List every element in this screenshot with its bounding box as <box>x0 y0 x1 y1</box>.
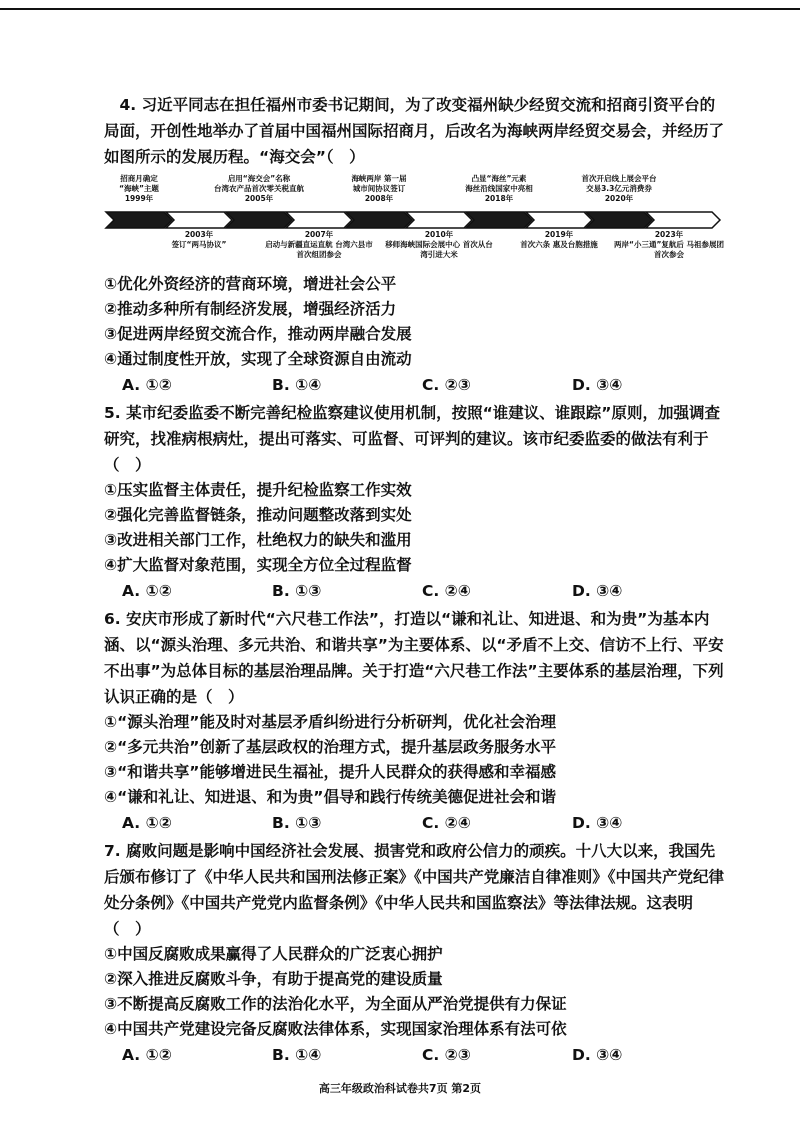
question-5-choice-c[interactable]: C. ②④ <box>422 582 471 600</box>
question-5 <box>104 400 724 604</box>
question-4-choice-b[interactable]: B. ①④ <box>272 376 322 394</box>
question-5-statement-3: ③改进相关部门工作，杜绝权力的缺失和滥用 <box>104 531 412 549</box>
question-7-statement-3: ③不断提高反腐败工作的法治化水平，为全面从严治党提供有力保证 <box>104 995 567 1013</box>
question-7-choice-c[interactable]: C. ②③ <box>422 1046 471 1064</box>
question-4-choice-d[interactable]: D. ③④ <box>572 376 623 394</box>
timeline-segment-2018 <box>466 212 532 228</box>
question-7-choice-b[interactable]: B. ①④ <box>272 1046 322 1064</box>
question-4-statement-3: ③促进两岸经贸交流合作，推动两岸融合发展 <box>104 325 412 343</box>
question-4 <box>104 92 724 398</box>
timeline-top-2005: 启用“海交会”名称 台湾农产品首次零关税直航 2005年 <box>214 174 304 203</box>
question-7-stem: 7. 腐败问题是影响中国经济社会发展、损害党和政府公信力的顽疾。十八大以来，我国先后颁布修订了《中华人民共和国刑法修正案》《中国共产党廉洁自律准则》《中国共产党纪律处分条例》《中国共产党党内监督条例》《中华人民共和国监察法》等法律法规。这表明（ ） <box>104 842 725 938</box>
question-4-choice-c[interactable]: C. ②③ <box>422 376 471 394</box>
question-7 <box>104 838 724 1068</box>
page-footer: 高三年级政治科试卷共7页 第2页 <box>318 1082 482 1095</box>
timeline-segment-2023 <box>646 212 720 228</box>
timeline-segment-2005 <box>226 212 292 228</box>
timeline-segment-2007 <box>286 212 352 228</box>
timeline-segment-2010 <box>406 212 472 228</box>
timeline-top-2008: 海峡两岸 第一届 城市间协议签订 2008年 <box>351 174 407 203</box>
question-6-statement-2: ②“多元共治”创新了基层政权的治理方式，提升基层政务服务水平 <box>104 738 556 756</box>
question-4-choices <box>104 372 724 398</box>
question-6-statement-3: ③“和谐共享”能够增进民生福祉，提升人民群众的获得感和幸福感 <box>104 763 556 781</box>
question-7-statement-4: ④中国共产党建设完备反腐败法律体系，实现国家治理体系有法可依 <box>104 1020 567 1038</box>
question-4-statement-1: ①优化外资经济的营商环境，增进社会公平 <box>104 275 397 293</box>
question-7-choice-d[interactable]: D. ③④ <box>572 1046 623 1064</box>
question-6-statement-1: ①“源头治理”能及时对基层矛盾纠纷进行分析研判，优化社会治理 <box>104 713 556 731</box>
question-6 <box>104 606 724 836</box>
timeline-figure <box>104 174 724 266</box>
question-5-stem: 5. 某市纪委监委不断完善纪检监察建议使用机制，按照“谁建议、谁跟踪”原则，加强调查研究，找准病根病灶，提出可落实、可监督、可评判的建议。该市纪委监委的做法有利于（ ） <box>104 404 720 474</box>
question-5-statement-4: ④扩大监督对象范围，实现全方位全过程监督 <box>104 556 412 574</box>
timeline-bottom-2023: 2023年 两岸“小三通”复航后 马祖参展团首次参会 <box>614 230 724 259</box>
question-7-statement-2: ②深入推进反腐败斗争，有助于提高党的建设质量 <box>104 970 443 988</box>
question-6-choice-b[interactable]: B. ①③ <box>272 814 322 832</box>
question-7-choices <box>104 1042 724 1068</box>
timeline-segment-2008 <box>346 212 412 228</box>
question-5-statement-1: ①压实监督主体责任，提升纪检监察工作实效 <box>104 481 412 499</box>
exam-page <box>104 92 724 1070</box>
timeline-segment-2020 <box>586 212 652 228</box>
top-border <box>0 8 800 10</box>
question-4-statement-2: ②推动多种所有制经济发展，增强经济活力 <box>104 300 397 318</box>
timeline-top-1999: 招商月确定 “海峡”主题 1999年 <box>119 174 159 203</box>
question-4-statement-4: ④通过制度性开放，实现了全球资源自由流动 <box>104 350 412 368</box>
question-6-choice-a[interactable]: A. ①② <box>122 814 172 832</box>
timeline-top-2018: 凸显“海丝”元素 海丝沿线国家中亮相 2018年 <box>465 174 533 203</box>
question-6-choices <box>104 810 724 836</box>
question-4-choice-a[interactable]: A. ①② <box>122 376 172 394</box>
question-6-statement-4: ④“谦和礼让、知进退、和为贵”倡导和践行传统美德促进社会和谐 <box>104 788 556 806</box>
timeline-bottom-2007: 2007年 启动与新疆直运直航 台湾六县市首次组团参会 <box>265 230 373 259</box>
question-5-choice-a[interactable]: A. ①② <box>122 582 172 600</box>
timeline-bottom-2019: 2019年 首次六条 惠及台胞措施 <box>520 230 598 249</box>
question-4-stem: 4. 习近平同志在担任福州市委书记期间，为了改变福州缺少经贸交流和招商引资平台的局面，开创性地举办了首届中国福州国际招商月，后改名为海峡两岸经贸交易会，并经历了如图所示的发展历程。“海交会”（ ） <box>104 96 725 166</box>
timeline-segment-2019 <box>526 212 592 228</box>
question-5-choice-b[interactable]: B. ①③ <box>272 582 322 600</box>
question-7-choice-a[interactable]: A. ①② <box>122 1046 172 1064</box>
question-5-choices <box>104 578 724 604</box>
timeline-top-2020: 首次开启线上展会平台 交易3.3亿元消费券 2020年 <box>581 174 657 203</box>
timeline-bottom-2003: 2003年 签订“两马协议” <box>171 230 227 249</box>
question-6-choice-d[interactable]: D. ③④ <box>572 814 623 832</box>
question-5-choice-d[interactable]: D. ③④ <box>572 582 623 600</box>
timeline-segment-1999 <box>106 212 172 228</box>
timeline-segment-2003 <box>166 212 232 228</box>
question-7-statement-1: ①中国反腐败成果赢得了人民群众的广泛衷心拥护 <box>104 945 443 963</box>
timeline-bottom-2010: 2010年 移师海峡国际会展中心 首次从台湾引进大米 <box>385 230 493 259</box>
question-5-statement-2: ②强化完善监督链条，推动问题整改落到实处 <box>104 506 412 524</box>
question-6-stem: 6. 安庆市形成了新时代“六尺巷工作法”，打造以“谦和礼让、知进退、和为贵”为基本内涵、以“源头治理、多元共治、和谐共享”为主要体系、以“矛盾不上交、信访不上行、平安不出事”为总体目标的基层治理品牌。关于打造“六尺巷工作法”主要体系的基层治理，下列认识正确的是（ ） <box>104 610 724 706</box>
question-6-choice-c[interactable]: C. ②④ <box>422 814 471 832</box>
